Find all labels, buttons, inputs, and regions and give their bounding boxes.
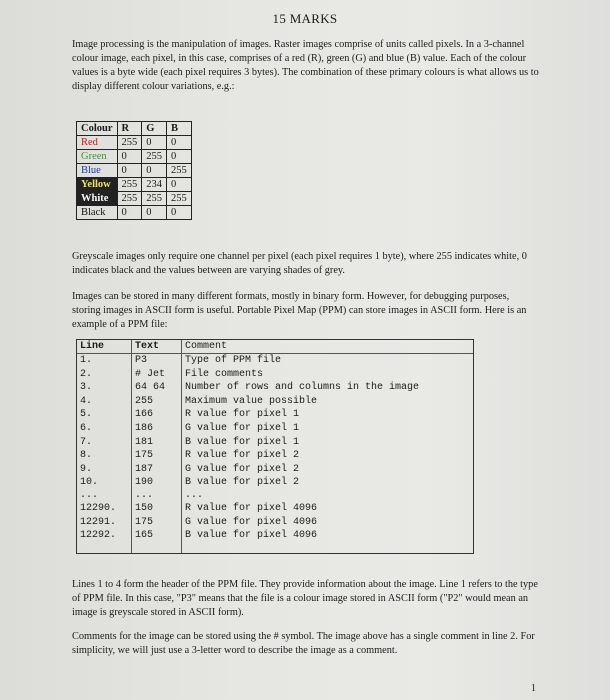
- ppm-text-value: 175: [135, 450, 154, 462]
- intro-paragraph: Image processing is the manipulation of images. Raster images comprise of units called pixels. In a 3-channel colour image, each pixel, in this case, comprises of a red (R), green (G) and blue (B) value. Each of the colour values is a byte wide (each pixel requires 3 bytes). The combination of these primary colours is what allows us to display different colour variations, e.g.:: [72, 39, 539, 92]
- colour-row-black: Black 0 0 0: [77, 206, 192, 220]
- ppm-text-value: 175: [135, 516, 154, 528]
- colour-row-blue: Blue 0 0 255: [77, 164, 192, 178]
- ppm-ellipsis: ...: [80, 489, 99, 501]
- formats-paragraph: Images can be stored in many different formats, mostly in binary form. However, for debugging purposes, storing images in ASCII form is useful. Portable Pixel Map (PPM) can store images in ASCII form. Here is an example of a PPM file:: [72, 291, 527, 330]
- ppm-text-value: P3: [135, 355, 148, 366]
- ppm-comment: R value for pixel 4096: [185, 502, 318, 514]
- colour-row-white: White 255 255 255: [77, 192, 192, 206]
- ppm-line-number: 2.: [80, 368, 93, 380]
- ppm-line-number: 1.: [80, 355, 93, 366]
- ppm-line-column: [77, 340, 132, 553]
- ppm-text-value: 150: [135, 502, 154, 514]
- ppm-comment: B value for pixel 2: [185, 477, 300, 489]
- ppm-comment-header: Comment: [182, 340, 473, 354]
- ppm-line-number: 6.: [80, 422, 93, 434]
- ppm-line-number: 3.: [80, 382, 93, 394]
- ppm-comment: R value for pixel 1: [185, 409, 300, 421]
- ppm-line-number: 4.: [80, 395, 93, 407]
- ppm-line-number: 5.: [80, 409, 93, 421]
- ppm-comment: R value for pixel 2: [185, 450, 300, 462]
- page-number: 1: [531, 683, 536, 694]
- comments-paragraph: Comments for the image can be stored using the # symbol. The image above has a single comment in line 2. For simplicity, we will just use a 3-letter word to describe the image as a comment.: [72, 631, 535, 656]
- ppm-comment: B value for pixel 4096: [185, 530, 318, 542]
- ppm-text-value: 190: [135, 477, 154, 489]
- ppm-text-value: 187: [135, 463, 154, 475]
- ppm-comment: B value for pixel 1: [185, 436, 300, 448]
- ppm-text-value: 64 64: [135, 382, 166, 394]
- ppm-line-number: 12292.: [80, 530, 117, 542]
- ppm-comment: Type of PPM file: [185, 355, 282, 366]
- ppm-line-number: 8.: [80, 450, 93, 462]
- ppm-table: [76, 339, 474, 554]
- ppm-text-value: 165: [135, 530, 154, 542]
- ppm-text-value: 181: [135, 436, 154, 448]
- ppm-line-number: 12291.: [80, 516, 117, 528]
- ppm-line-number: 12290.: [80, 502, 117, 514]
- ppm-comment: Number of rows and columns in the image: [185, 382, 420, 394]
- ppm-text-value: 255: [135, 395, 154, 407]
- ppm-line-number: 9.: [80, 463, 93, 475]
- colour-row-yellow: Yellow 255 234 0: [77, 178, 192, 192]
- ppm-line-number: 7.: [80, 436, 93, 448]
- colour-table: [76, 121, 192, 220]
- ppm-ellipsis: ...: [135, 489, 154, 501]
- colour-row-red: Red 255 0 0: [77, 136, 192, 150]
- ppm-line-number: 10.: [80, 477, 99, 489]
- colour-table-header: Colour R G B: [77, 122, 192, 136]
- ppm-text-column: [132, 340, 182, 553]
- greyscale-paragraph: Greyscale images only require one channel per pixel (each pixel requires 1 byte), where 255 indicates white, 0 indicates black and the values between are varying shades of grey.: [72, 251, 527, 276]
- ppm-line-header: Line: [77, 340, 131, 354]
- ppm-comment: G value for pixel 2: [185, 463, 300, 475]
- colour-row-green: Green 0 255 0: [77, 150, 192, 164]
- ppm-text-value: # Jet: [135, 368, 166, 380]
- ppm-text-value: 166: [135, 409, 154, 421]
- ppm-comment: G value for pixel 1: [185, 422, 300, 434]
- marks-heading: 15 MARKS: [272, 11, 338, 26]
- ppm-text-header: Text: [132, 340, 181, 354]
- ppm-comment-column: [182, 340, 473, 553]
- ppm-text-value: 186: [135, 422, 154, 434]
- ppm-ellipsis: ...: [185, 489, 204, 501]
- ppm-comment: File comments: [185, 368, 264, 380]
- ppm-comment: G value for pixel 4096: [185, 516, 318, 528]
- header-paragraph: Lines 1 to 4 form the header of the PPM file. They provide information about the image. Line 1 refers to the type of PPM file. In this case, "P3" means that the file is a colour image stored in ASCII form ("P2" would mean an image is greyscale stored in ASCII form).: [72, 579, 538, 618]
- ppm-comment: Maximum value possible: [185, 395, 318, 407]
